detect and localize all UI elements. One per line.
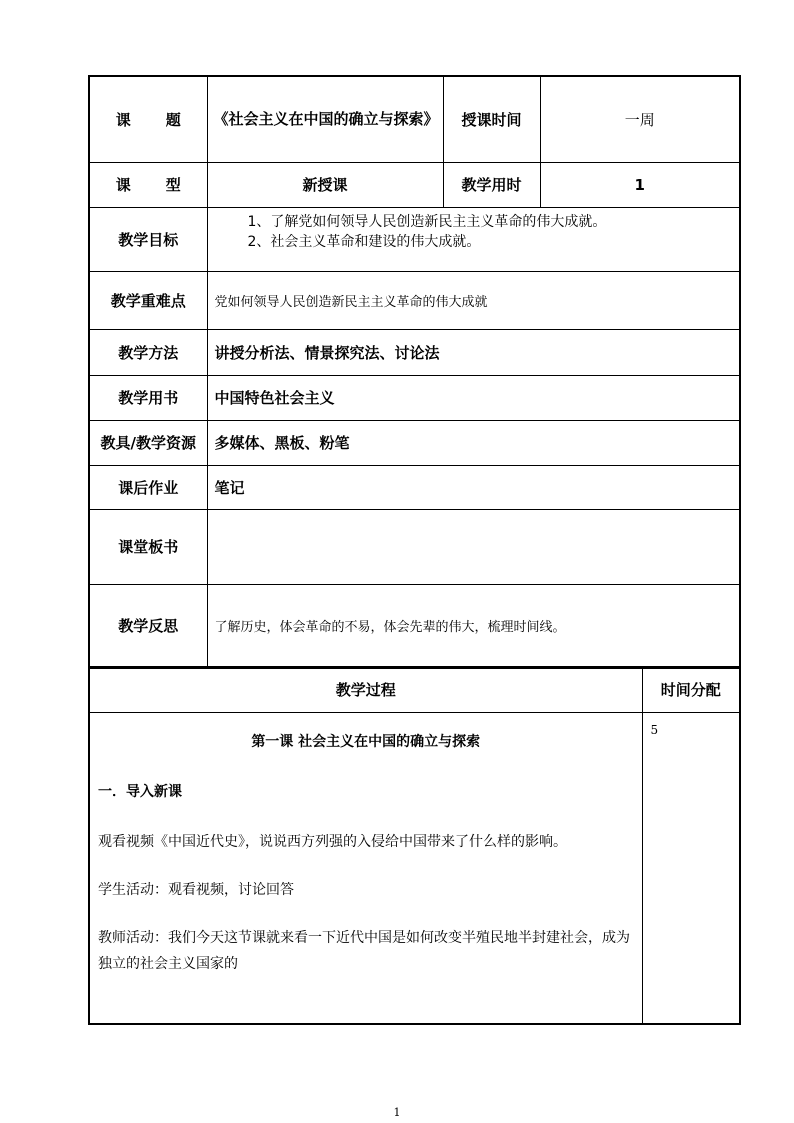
hours-value: 1 (540, 162, 740, 207)
key-points-label: 教学重难点 (89, 271, 207, 329)
reflection-label: 教学反思 (89, 584, 207, 668)
time-allocation-value: 5 (642, 712, 740, 1024)
reflection-value: 了解历史，体会革命的不易，体会先辈的伟大，梳理时间线。 (207, 584, 740, 668)
time-value: 一周 (540, 76, 740, 162)
lesson-title: 第一课 社会主义在中国的确立与探索 (251, 733, 481, 750)
paragraph: 教师活动：我们今天这节课就来看一下近代中国是如何改变半殖民地半封建社会，成为独立的社会主义国家的 (98, 929, 630, 972)
resource-value: 多媒体、黑板、粉笔 (207, 420, 740, 465)
section-heading: 一．导入新课 (98, 783, 182, 800)
goals-list (207, 207, 740, 271)
lesson-info-table (88, 75, 741, 669)
goal-item: 1、了解党如何领导人民创造新民主主义革命的伟大成就。 (247, 213, 607, 230)
goals-label: 教学目标 (89, 207, 207, 271)
book-label: 教学用书 (89, 375, 207, 420)
paragraph: 学生活动：观看视频，讨论回答 (98, 881, 294, 898)
topic-value: 《社会主义在中国的确立与探索》 (207, 76, 443, 162)
time-label: 授课时间 (443, 76, 540, 162)
hours-label: 教学用时 (443, 162, 540, 207)
type-label-b: 型 (165, 176, 181, 194)
process-content (89, 712, 642, 1024)
book-value: 中国特色社会主义 (207, 375, 740, 420)
topic-label-a: 课 (115, 110, 131, 129)
method-value: 讲授分析法、情景探究法、讨论法 (207, 329, 740, 375)
goal-item: 2、社会主义革命和建设的伟大成就。 (247, 233, 481, 250)
method-label: 教学方法 (89, 329, 207, 375)
topic-label (89, 76, 207, 162)
homework-value: 笔记 (207, 465, 740, 509)
key-points-value: 党如何领导人民创造新民主主义革命的伟大成就 (207, 271, 740, 329)
paragraph: 观看视频《中国近代史》，说说西方列强的入侵给中国带来了什么样的影响。 (98, 833, 567, 850)
homework-label: 课后作业 (89, 465, 207, 509)
board-value (207, 509, 740, 584)
teaching-process-table (88, 666, 741, 1025)
page-number: 1 (393, 1106, 401, 1119)
type-label-a: 课 (115, 176, 131, 194)
topic-label-b: 题 (165, 110, 181, 129)
time-allocation-header: 时间分配 (642, 667, 740, 712)
process-header: 教学过程 (89, 667, 642, 712)
board-label: 课堂板书 (89, 509, 207, 584)
resource-label: 教具/教学资源 (89, 420, 207, 465)
type-value: 新授课 (207, 162, 443, 207)
type-label (89, 162, 207, 207)
